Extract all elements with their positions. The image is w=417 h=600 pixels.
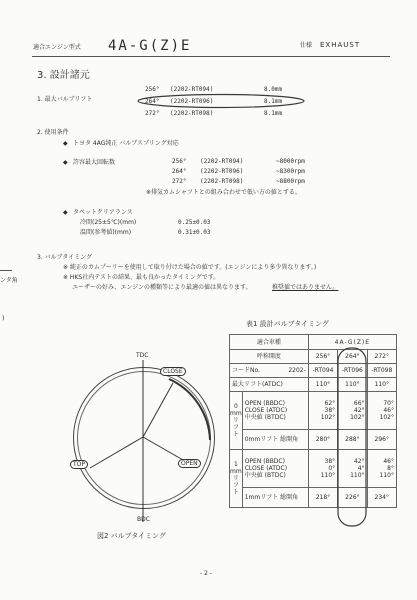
group1-header: 1 mm リ フ ト	[230, 450, 243, 508]
hand-drawn-column-mark	[336, 346, 368, 528]
top-label: TOP	[70, 460, 88, 469]
group1-col-1: 38° 0° 110°	[308, 450, 337, 488]
tappet-cold-value: 0.25±0.03	[178, 219, 211, 226]
rpm-value-2: ~8300rpm	[276, 168, 305, 175]
max-lift-value-2: 8.1mm	[264, 98, 283, 105]
code-prefix: 2202-	[288, 367, 306, 374]
group0-duration-1: 280°	[308, 430, 337, 450]
group1-col-2: 42° 4° 110°	[338, 450, 367, 488]
group1-duration-2: 226°	[338, 488, 367, 508]
table-row	[230, 430, 397, 450]
duration-cell-264: 264°	[338, 350, 367, 364]
rpm-note: ※排気カムシャフトとの組み合わせで低い方の値とする。	[146, 189, 301, 196]
tappet-warm-value: 0.31±0.03	[178, 229, 211, 236]
table-row	[230, 350, 397, 364]
duration-label-cell: 呼称開度	[230, 350, 309, 364]
max-lift-value-3: 8.1mm	[264, 110, 283, 117]
bdc-label: BDC	[137, 516, 150, 523]
margin-mark-side: )	[2, 315, 5, 322]
timing-note-1: ※ 純正のカムプーリーを使用して取り付けた場合の値です。(エンジンにより多少異なります。)	[63, 264, 317, 271]
group1-duration-3: 234°	[367, 488, 396, 508]
group1-duration-1: 218°	[308, 488, 337, 508]
rpm-duration-3: 272°	[172, 178, 187, 185]
group1-duration-label: 1mmリフト 総開角	[242, 488, 308, 508]
tappet-warm-label: 温間(参考値)(mm)	[80, 229, 132, 236]
close-label: CLOSE	[160, 367, 186, 376]
group0-duration-label: 0mmリフト 総開角	[242, 430, 308, 450]
page-number: - 2 -	[200, 570, 212, 577]
bullet-icon: ◆	[63, 140, 68, 147]
tappet-label: タペットクリアランス	[73, 209, 133, 216]
margin-mark-top: ンタ角	[0, 277, 18, 284]
rpm-duration-2: 264°	[172, 168, 187, 175]
group1-col-3: 46° 8° 110°	[367, 450, 396, 488]
group0-labels: OPEN (BBDC) CLOSE (ATDC) 中央値 (BTDC)	[242, 392, 308, 430]
rpm-value-3: ~8800rpm	[276, 178, 305, 185]
table-row	[230, 488, 397, 508]
rpm-code-1: (2202-RT094)	[200, 158, 244, 165]
duration-cell-272: 272°	[367, 350, 396, 364]
rpm-value-1: ~8000rpm	[276, 158, 305, 165]
max-lift-value-1: 8.0mm	[264, 86, 283, 93]
margin-rule	[0, 270, 12, 271]
bullet-icon: ◆	[63, 159, 68, 166]
engine-value-cell: 4A-G(Z)E	[308, 335, 396, 350]
spring-note: トヨタ 4AG純正 バルブスプリング対応	[73, 140, 179, 147]
group0-col-1: 62° 38° 102°	[308, 392, 337, 430]
max-lift-duration-2: 264°	[145, 98, 160, 105]
engine-label: 適合エンジン型式	[33, 44, 81, 51]
rpm-code-3: (2202-RT098)	[200, 178, 244, 185]
group0-duration-3: 296°	[367, 430, 396, 450]
spec-label: 仕様	[300, 42, 313, 49]
code-cell-2: -RT096	[338, 364, 367, 378]
max-lift-label-cell: 最大リフト(ATDC)	[230, 378, 309, 392]
max-lift-duration-1: 256°	[145, 86, 160, 93]
table-row	[230, 364, 397, 378]
valve-timing-table	[229, 334, 397, 508]
tappet-cold-label: 冷間(25±5℃)(mm)	[80, 219, 137, 226]
usage-label: 2. 使用条件	[37, 129, 69, 136]
tdc-label: TDC	[136, 352, 149, 359]
code-label-cell	[230, 364, 309, 378]
table-row	[230, 392, 397, 430]
group0-col-2: 66° 42° 102°	[338, 392, 367, 430]
timing-note-3: ユーザーの好み、エンジンの種類等により最適の値は異なります。	[72, 284, 252, 291]
hand-drawn-ellipse-mark	[136, 93, 306, 109]
code-cell-3: -RT098	[367, 364, 396, 378]
timing-note-emphasis: 推奨値ではありません。	[272, 284, 339, 291]
figure-caption: 図2 バルブタイミング	[97, 532, 166, 540]
rpm-duration-1: 256°	[172, 158, 187, 165]
table-row	[230, 450, 397, 488]
max-lift-duration-3: 272°	[145, 110, 160, 117]
code-label: コードNo.	[232, 367, 260, 374]
section-title: 3. 設計諸元	[37, 70, 90, 81]
max-lift-label: 1. 最大バルブリフト	[37, 96, 93, 103]
spec-value: EXHAUST	[320, 41, 361, 49]
bullet-icon: ◆	[63, 209, 68, 216]
engine-label-cell: 適合車種	[230, 335, 309, 350]
header-rule	[32, 56, 390, 57]
engine-model: 4A-G(Z)E	[108, 38, 192, 54]
max-lift-code-1: (2202-RT094)	[170, 86, 214, 93]
table-caption: 表1 設計バルブタイミング	[246, 320, 329, 328]
timing-diagram-lines	[60, 350, 235, 530]
group0-header: 0 mm リ フ ト	[230, 392, 243, 450]
group0-col-3: 70° 46° 102°	[367, 392, 396, 430]
group1-labels: OPEN (BBDC) CLOSE (ATDC) 中央値 (BTDC)	[242, 450, 308, 488]
rpm-code-2: (2202-RT096)	[200, 168, 244, 175]
max-lift-code-3: (2202-RT098)	[170, 110, 214, 117]
max-lift-cell-3: 110°	[367, 378, 396, 392]
max-lift-cell-1: 110°	[308, 378, 337, 392]
rpm-label: 許容最大回転数	[73, 159, 116, 166]
timing-note-2: ※ HKS社内テストの結果、最も良かったタイミングです。	[63, 274, 220, 281]
timing-label: 3. バルブタイミング	[37, 254, 92, 261]
open-label: OPEN	[178, 459, 201, 468]
max-lift-code-2: (2202-RT096)	[170, 98, 214, 105]
max-lift-cell-2: 110°	[338, 378, 367, 392]
group0-duration-2: 288°	[338, 430, 367, 450]
code-cell-1: -RT094	[308, 364, 337, 378]
table-row	[230, 335, 397, 350]
table-row	[230, 378, 397, 392]
duration-cell-256: 256°	[308, 350, 337, 364]
